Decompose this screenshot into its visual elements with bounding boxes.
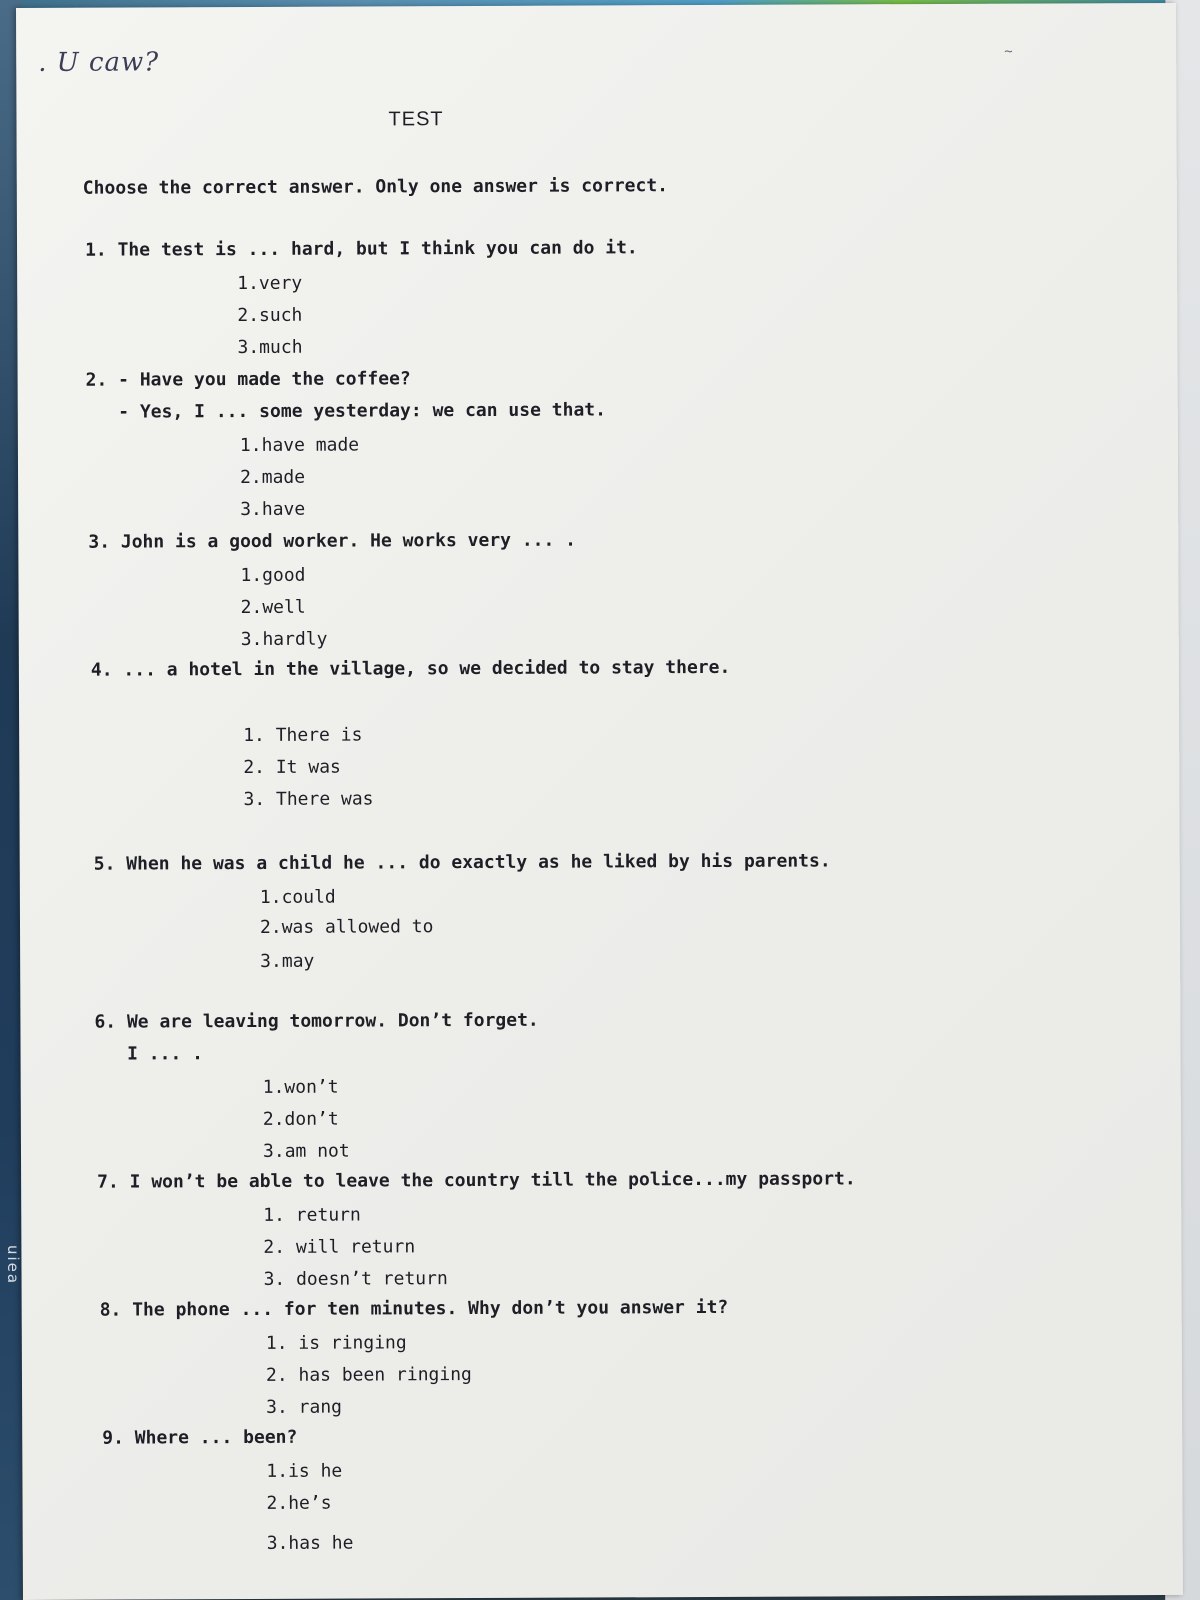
question-6-option-2: 2.don’t bbox=[262, 1108, 339, 1130]
question-1-option-3: 3.much bbox=[237, 336, 303, 359]
question-8-option-2: 2. has been ringing bbox=[265, 1364, 472, 1386]
question-7-option-1: 1. return bbox=[263, 1204, 361, 1226]
question-2-option-1: 1.have made bbox=[239, 434, 360, 457]
question-5-option-2: 2.was allowed to bbox=[259, 916, 434, 938]
question-3-option-2: 2.well bbox=[240, 596, 306, 619]
question-7-option-3: 3. doesn’t return bbox=[263, 1268, 448, 1290]
question-5-option-3: 3.may bbox=[260, 950, 315, 972]
question-4-option-2: 2. It was bbox=[243, 756, 341, 779]
book-spine-text: uiea bbox=[4, 1245, 22, 1286]
question-2-stem: 2. - Have you made the coffee? bbox=[85, 368, 411, 391]
page-title: TEST bbox=[388, 108, 444, 131]
question-6-option-3: 3.am not bbox=[262, 1140, 350, 1162]
question-1-option-1: 1.very bbox=[237, 272, 303, 295]
question-8-option-1: 1. is ringing bbox=[265, 1332, 407, 1354]
question-9-option-1: 1.is he bbox=[266, 1460, 343, 1482]
question-7-stem: 7. I won’t be able to leave the country till the police...my passport. bbox=[97, 1168, 856, 1193]
question-8-option-3: 3. rang bbox=[266, 1396, 343, 1418]
question-2-option-3: 3.have bbox=[240, 498, 306, 521]
question-4-stem: 4. ... a hotel in the village, so we decided to stay there. bbox=[90, 656, 731, 681]
question-6-stem-line-2: I ... . bbox=[94, 1043, 203, 1065]
question-8-stem: 8. The phone ... for ten minutes. Why don’t you answer it? bbox=[99, 1296, 729, 1321]
question-4-option-1: 1. There is bbox=[243, 724, 363, 747]
question-2-option-2: 2.made bbox=[240, 466, 306, 489]
question-9-stem: 9. Where ... been? bbox=[102, 1426, 298, 1449]
question-9-option-3: 3.has he bbox=[266, 1532, 354, 1554]
corner-mark: ~ bbox=[1004, 43, 1013, 60]
question-5-option-1: 1.could bbox=[259, 886, 336, 908]
question-2-stem-line-2: - Yes, I ... some yesterday: we can use that. bbox=[85, 399, 606, 423]
question-5-stem: 5. When he was a child he ... do exactly as he liked by his parents. bbox=[93, 850, 831, 875]
question-6-stem: 6. We are leaving tomorrow. Don’t forget. bbox=[94, 1009, 539, 1033]
question-3-stem: 3. John is a good worker. He works very ... . bbox=[88, 529, 577, 553]
instructions: Choose the correct answer. Only one answer is correct. bbox=[82, 175, 669, 199]
question-1-option-2: 2.such bbox=[237, 304, 303, 327]
question-1-stem: 1. The test is ... hard, but I think you can do it. bbox=[85, 237, 638, 261]
question-4-option-3: 3. There was bbox=[243, 788, 374, 811]
question-9-option-2: 2.he’s bbox=[266, 1492, 332, 1514]
test-sheet bbox=[16, 3, 1183, 1600]
question-3-option-3: 3.hardly bbox=[240, 628, 328, 651]
question-3-option-1: 1.good bbox=[240, 564, 306, 587]
question-7-option-2: 2. will return bbox=[263, 1236, 416, 1258]
question-6-option-1: 1.won’t bbox=[262, 1076, 339, 1098]
handwritten-note: . U caw? bbox=[38, 47, 160, 78]
